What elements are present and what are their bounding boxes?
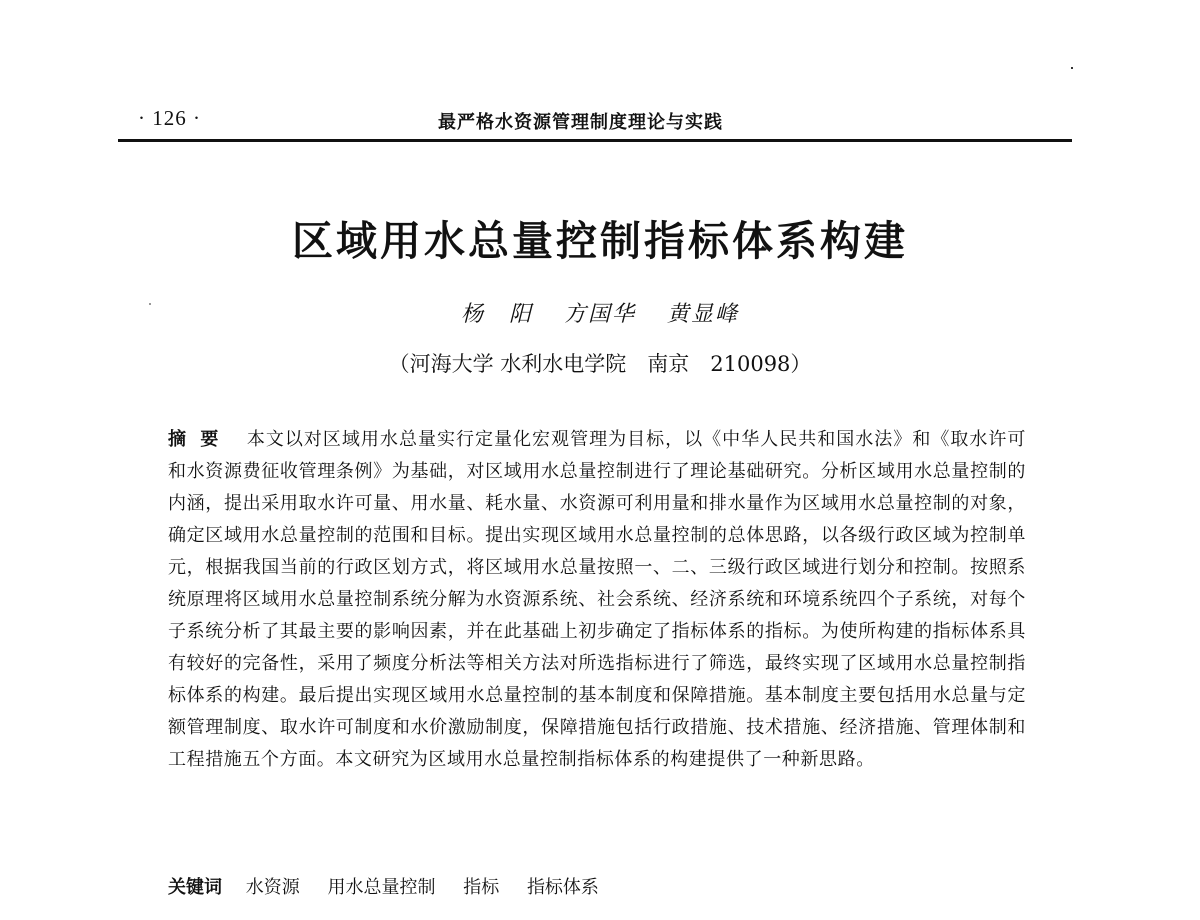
keyword: 用水总量控制 — [327, 877, 436, 898]
article-title: 区域用水总量控制指标体系构建 — [292, 217, 908, 265]
keyword: 指标 — [463, 877, 500, 898]
keywords-label: 关键词 — [168, 877, 222, 898]
author: 方国华 — [563, 302, 636, 327]
abstract-label: 摘要 — [168, 429, 233, 450]
affiliation: （河海大学 水利水电学院 南京 210098） — [388, 352, 812, 376]
keyword: 水资源 — [245, 877, 300, 898]
keyword: 指标体系 — [526, 877, 599, 898]
running-head-title: 最严格水资源管理制度理论与实践 — [438, 112, 723, 133]
keywords — [168, 872, 1026, 904]
header-rule — [118, 139, 1072, 142]
abstract-text: 本文以对区域用水总量实行定量化宏观管理为目标，以《中华人民共和国水法》和《取水许可和水资源费征收管理条例》为基础，对区域用水总量控制进行了理论基础研究。分析区域用水总量控制的内涵，提出采用取水许可量、用水量、耗水量、水资源可利用量和排水量作为区域用水总量控制的对象，确定区域用水总量控制的范围和目标。提出实现区域用水总量控制的总体思路，以各级行政区域为控制单元，根据我国当前的行政区划方式，将区域用水总量按照一、二、三级行政区域进行划分和控制。按照系统原理将区域用水总量控制系统分解为水资源系统、社会系统、经济系统和环境系统四个子系统，对每个子系统分析了其最主要的影响因素，并在此基础上初步确定了指标体系的指标。为使所构建的指标体系具有较好的完备性，采用了频度分析法等相关方法对所选指标进行了筛选，最终实现了区域用水总量控制指标体系的构建。最后提出实现区域用水总量控制的基本制度和保障措施。基本制度主要包括用水总量与定额管理制度、取水许可制度和水价激励制度，保障措施包括行政措施、技术措施、经济措施、管理体制和工程措施五个方面。本文研究为区域用水总量控制指标体系的构建提供了一种新思路。 — [168, 429, 1026, 770]
running-header — [118, 106, 1072, 136]
author-list — [0, 297, 1200, 328]
page-number: · 126 · — [138, 106, 201, 130]
abstract — [168, 424, 1026, 776]
author: 黄显峰 — [667, 302, 740, 327]
author: 杨 阳 — [460, 302, 533, 327]
scan-speck — [1071, 67, 1073, 69]
scan-speck — [149, 303, 151, 305]
